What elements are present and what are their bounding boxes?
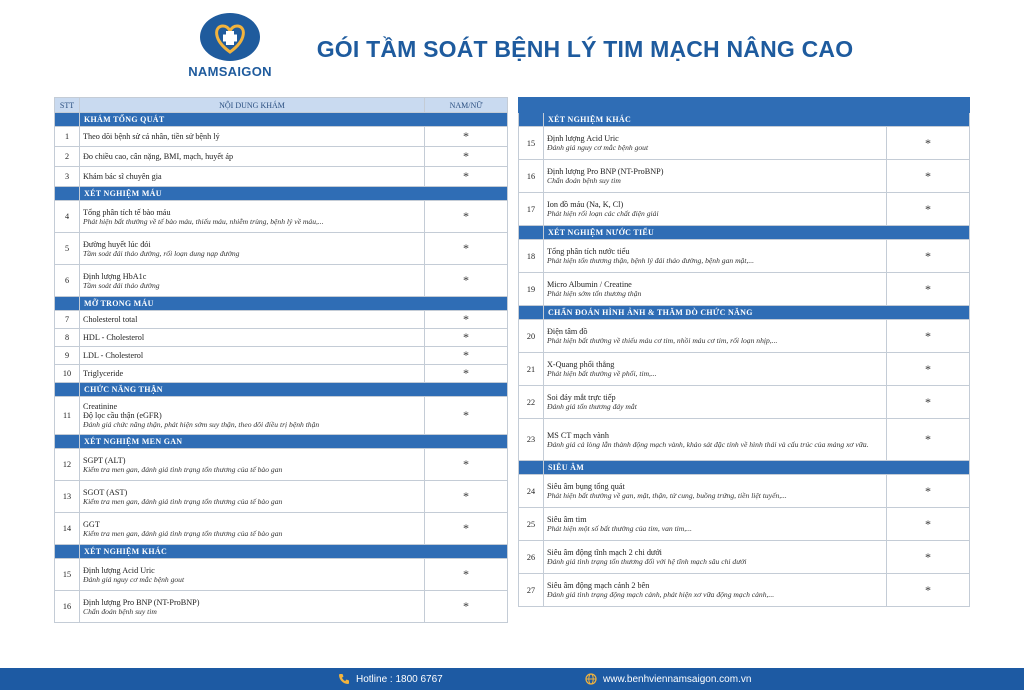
exam-name: Định lượng HbA1c	[83, 271, 147, 281]
included-mark: *	[425, 397, 508, 435]
section-title: XÉT NGHIỆM KHÁC	[80, 545, 508, 559]
exam-row	[55, 481, 508, 513]
included-mark: *	[425, 347, 508, 365]
website-text: www.benhviennamsaigon.com.vn	[603, 673, 752, 685]
exam-content	[544, 353, 887, 386]
included-mark: *	[425, 265, 508, 297]
included-mark: *	[425, 147, 508, 167]
exam-row	[55, 347, 508, 365]
row-number: 12	[55, 449, 80, 481]
included-mark: *	[425, 201, 508, 233]
exam-name: Đường huyết lúc đói	[83, 239, 151, 249]
section-header	[55, 113, 508, 127]
exam-name: SGOT (AST)	[83, 487, 128, 497]
exam-description: Kiểm tra men gan, đánh giá tình trạng tổn thương của tế bào gan	[83, 496, 283, 506]
exam-row	[519, 240, 970, 273]
section-header	[519, 113, 970, 127]
phone-icon	[338, 673, 350, 685]
exam-content	[544, 508, 887, 541]
header-gender: NAM/NỮ	[425, 98, 508, 113]
row-number: 13	[55, 481, 80, 513]
exam-description: Đánh giá chức năng thận, phát hiện sớm suy thận, theo dõi điều trị bệnh thận	[83, 420, 320, 429]
exam-description: Chẩn đoán bệnh suy tim	[547, 176, 621, 185]
exam-content	[544, 127, 887, 160]
exam-name: MS CT mạch vành	[547, 430, 609, 440]
row-number: 27	[519, 574, 544, 607]
footer-bar	[0, 668, 1024, 690]
globe-icon	[585, 673, 597, 685]
exam-content	[80, 167, 425, 187]
section-header	[519, 306, 970, 320]
exam-row	[55, 147, 508, 167]
included-mark: *	[425, 481, 508, 513]
row-number: 3	[55, 167, 80, 187]
exam-row	[519, 320, 970, 353]
exam-row	[519, 127, 970, 160]
section-title: CHẨN ĐOÁN HÌNH ẢNH & THĂM DÒ CHỨC NĂNG	[544, 306, 970, 320]
exam-row	[519, 160, 970, 193]
exam-content	[544, 574, 887, 607]
exam-description: Phát hiện bất thường về tế bào máu, thiếu máu, nhiễm trùng, bệnh lý về máu,...	[83, 216, 324, 226]
included-mark: *	[887, 320, 970, 353]
exam-name: SGPT (ALT)	[83, 455, 126, 465]
included-mark: *	[425, 449, 508, 481]
exam-content	[544, 386, 887, 419]
exam-row	[55, 311, 508, 329]
exam-name: Micro Albumin / Creatine	[547, 280, 632, 289]
section-spacer	[519, 226, 544, 240]
section-spacer	[55, 187, 80, 201]
exam-name: Đo chiều cao, cân nặng, BMI, mạch, huyết áp	[83, 152, 234, 161]
exam-name: Khám bác sĩ chuyên gia	[83, 172, 162, 181]
right-table-body	[519, 113, 970, 607]
exam-row	[519, 541, 970, 574]
row-number: 22	[519, 386, 544, 419]
row-number: 16	[55, 591, 80, 623]
header-content: NỘI DUNG KHÁM	[80, 98, 425, 113]
section-title: SIÊU ÂM	[544, 461, 970, 475]
included-mark: *	[425, 329, 508, 347]
right-header-spacer	[519, 98, 887, 113]
exam-content	[544, 419, 887, 461]
exam-row	[55, 233, 508, 265]
exam-name: Định lượng Pro BNP (NT-ProBNP)	[547, 167, 664, 176]
section-header	[55, 297, 508, 311]
exam-row	[55, 365, 508, 383]
exam-row	[55, 167, 508, 187]
included-mark: *	[887, 574, 970, 607]
heart-cross-logo-icon	[199, 12, 261, 62]
included-mark: *	[425, 365, 508, 383]
exam-row	[519, 193, 970, 226]
exam-description: Đánh giá tổn thương đáy mắt	[547, 402, 637, 411]
exam-description: Phát hiện bất thường về phổi, tim,...	[547, 369, 657, 378]
row-number: 7	[55, 311, 80, 329]
exam-name: Tổng phân tích nước tiểu	[547, 247, 630, 256]
exam-name: Cholesterol total	[83, 315, 138, 324]
exam-name: Ion đồ máu (Na, K, Cl)	[547, 200, 624, 209]
section-spacer	[55, 545, 80, 559]
exam-name: Siêu âm tim	[547, 515, 587, 524]
exam-name: Theo dõi bệnh sử cá nhân, tiền sử bệnh lý	[83, 132, 220, 141]
exam-content	[80, 147, 425, 167]
exam-content	[80, 265, 425, 297]
right-header-spacer-2	[887, 98, 970, 113]
exam-row	[55, 591, 508, 623]
exam-description: Đánh giá tình trạng tổn thương đối với hệ tĩnh mạch sâu chi dưới	[547, 557, 747, 566]
exam-content	[80, 347, 425, 365]
exam-name: Triglyceride	[83, 369, 124, 378]
exam-content	[80, 365, 425, 383]
exam-content	[544, 320, 887, 353]
section-spacer	[55, 113, 80, 127]
exam-row	[519, 419, 970, 461]
section-header	[55, 435, 508, 449]
section-header	[519, 226, 970, 240]
exam-row	[519, 508, 970, 541]
section-spacer	[55, 297, 80, 311]
exam-row	[55, 397, 508, 435]
exam-name: Siêu âm động tĩnh mạch 2 chi dưới	[547, 548, 662, 557]
row-number: 6	[55, 265, 80, 297]
exam-name: Định lượng Acid Uric	[547, 134, 619, 143]
row-number: 19	[519, 273, 544, 306]
included-mark: *	[425, 591, 508, 623]
section-spacer	[519, 461, 544, 475]
exam-content	[544, 160, 887, 193]
included-mark: *	[887, 541, 970, 574]
exam-content	[80, 127, 425, 147]
exam-row	[519, 353, 970, 386]
section-spacer	[519, 113, 544, 127]
included-mark: *	[887, 127, 970, 160]
section-title: XÉT NGHIỆM NƯỚC TIỂU	[544, 226, 970, 240]
section-spacer	[55, 383, 80, 397]
section-title: KHÁM TỔNG QUÁT	[80, 113, 508, 127]
row-number: 2	[55, 147, 80, 167]
exam-content	[80, 449, 425, 481]
left-table-body	[55, 113, 508, 623]
right-exam-table	[518, 97, 970, 607]
exam-content	[544, 273, 887, 306]
section-header	[55, 187, 508, 201]
exam-content	[80, 559, 425, 591]
exam-name: Tổng phân tích tế bào máu	[83, 207, 171, 217]
section-header	[519, 461, 970, 475]
row-number: 5	[55, 233, 80, 265]
included-mark: *	[887, 353, 970, 386]
header-stt: STT	[55, 98, 80, 113]
included-mark: *	[887, 240, 970, 273]
exam-content	[80, 233, 425, 265]
exam-content	[80, 329, 425, 347]
row-number: 21	[519, 353, 544, 386]
included-mark: *	[887, 508, 970, 541]
exam-name: HDL - Cholesterol	[83, 333, 145, 342]
included-mark: *	[887, 386, 970, 419]
exam-description: Đánh giá nguy cơ mắc bệnh gout	[83, 574, 185, 584]
exam-content	[544, 541, 887, 574]
brand-name: NAMSAIGON	[188, 64, 272, 79]
exam-content	[544, 240, 887, 273]
row-number: 1	[55, 127, 80, 147]
section-title: MỠ TRONG MÁU	[80, 297, 508, 311]
exam-row	[55, 329, 508, 347]
exam-description: Phát hiện rối loạn các chất điện giải	[547, 209, 659, 218]
section-title: XÉT NGHIỆM KHÁC	[544, 113, 970, 127]
exam-description: Kiểm tra men gan, đánh giá tình trạng tổn thương của tế bào gan	[83, 528, 283, 538]
exam-description: Kiểm tra men gan, đánh giá tình trạng tổn thương của tế bào gan	[83, 464, 283, 474]
row-number: 23	[519, 419, 544, 461]
row-number: 15	[519, 127, 544, 160]
exam-row	[519, 475, 970, 508]
exam-name-secondary: Độ lọc cầu thận (eGFR)	[83, 411, 162, 420]
hotline[interactable]	[338, 673, 443, 685]
included-mark: *	[425, 233, 508, 265]
exam-row	[55, 449, 508, 481]
exam-content	[544, 475, 887, 508]
included-mark: *	[887, 160, 970, 193]
included-mark: *	[887, 193, 970, 226]
exam-content	[80, 311, 425, 329]
exam-description: Phát hiện một số bất thường của tim, van tim,...	[547, 524, 692, 533]
exam-row	[55, 265, 508, 297]
exam-content	[80, 481, 425, 513]
row-number: 25	[519, 508, 544, 541]
exam-row	[55, 559, 508, 591]
included-mark: *	[887, 273, 970, 306]
exam-name: LDL - Cholesterol	[83, 351, 144, 360]
exam-name: Creatinine	[83, 402, 118, 411]
exam-content	[80, 591, 425, 623]
exam-description: Phát hiện bất thường về gan, mật, thận, tử cung, buồng trứng, tiền liệt tuyến,...	[547, 491, 787, 500]
row-number: 10	[55, 365, 80, 383]
row-number: 15	[55, 559, 80, 591]
row-number: 9	[55, 347, 80, 365]
exam-content	[544, 193, 887, 226]
included-mark: *	[887, 419, 970, 461]
section-spacer	[55, 435, 80, 449]
exam-name: Định lượng Acid Uric	[83, 565, 155, 575]
included-mark: *	[425, 311, 508, 329]
exam-description: Tầm soát đái tháo đường	[83, 280, 160, 290]
exam-content	[80, 397, 425, 435]
row-number: 24	[519, 475, 544, 508]
exam-content	[80, 201, 425, 233]
exam-content	[80, 513, 425, 545]
section-header	[55, 545, 508, 559]
left-exam-table	[54, 97, 508, 623]
section-spacer	[519, 306, 544, 320]
section-title: XÉT NGHIỆM MÁU	[80, 187, 508, 201]
section-title: XÉT NGHIỆM MEN GAN	[80, 435, 508, 449]
exam-name: X-Quang phổi thẳng	[547, 360, 615, 369]
exam-row	[55, 201, 508, 233]
included-mark: *	[425, 167, 508, 187]
exam-name: GGT	[83, 519, 100, 529]
included-mark: *	[887, 475, 970, 508]
row-number: 20	[519, 320, 544, 353]
exam-row	[519, 386, 970, 419]
exam-row	[519, 273, 970, 306]
row-number: 16	[519, 160, 544, 193]
section-title: CHỨC NĂNG THẬN	[80, 383, 508, 397]
row-number: 17	[519, 193, 544, 226]
section-header	[55, 383, 508, 397]
included-mark: *	[425, 127, 508, 147]
exam-description: Đánh giá cả lòng lẫn thành động mạch vành, khảo sát đặc tính về hình thái và cấu trúc của mảng xơ vữa.	[547, 439, 869, 449]
page-title: GÓI TẦM SOÁT BỆNH LÝ TIM MẠCH NÂNG CAO	[316, 36, 854, 62]
exam-description: Phát hiện tổn thương thận, bệnh lý đái tháo đường, bệnh gan mật,...	[547, 256, 755, 265]
row-number: 26	[519, 541, 544, 574]
included-mark: *	[425, 513, 508, 545]
exam-description: Phát hiện bất thường về thiếu máu cơ tim, nhồi máu cơ tim, rối loạn nhịp,...	[547, 336, 778, 345]
exam-name: Điện tâm đồ	[547, 327, 588, 336]
exam-description: Chẩn đoán bệnh suy tim	[83, 606, 157, 616]
row-number: 11	[55, 397, 80, 435]
row-number: 4	[55, 201, 80, 233]
row-number: 8	[55, 329, 80, 347]
exam-description: Tầm soát đái tháo đường, rối loạn dung nạp đường	[83, 248, 240, 258]
exam-description: Đánh giá nguy cơ mắc bệnh gout	[547, 143, 649, 152]
exam-description: Phát hiện sớm tổn thương thận	[547, 289, 642, 298]
exam-description: Đánh giá tình trạng động mạch cảnh, phát hiện xơ vữa động mạch cảnh,...	[547, 590, 775, 599]
included-mark: *	[425, 559, 508, 591]
row-number: 18	[519, 240, 544, 273]
exam-name: Định lượng Pro BNP (NT-ProBNP)	[83, 597, 200, 607]
row-number: 14	[55, 513, 80, 545]
website[interactable]	[585, 673, 751, 685]
exam-name: Soi đáy mắt trực tiếp	[547, 393, 616, 402]
exam-row	[55, 127, 508, 147]
exam-name: Siêu âm bụng tổng quát	[547, 482, 625, 491]
hotline-text: Hotline : 1800 6767	[356, 673, 443, 685]
exam-row	[519, 574, 970, 607]
exam-name: Siêu âm động mạch cảnh 2 bên	[547, 581, 650, 590]
hospital-logo	[180, 12, 280, 79]
exam-row	[55, 513, 508, 545]
